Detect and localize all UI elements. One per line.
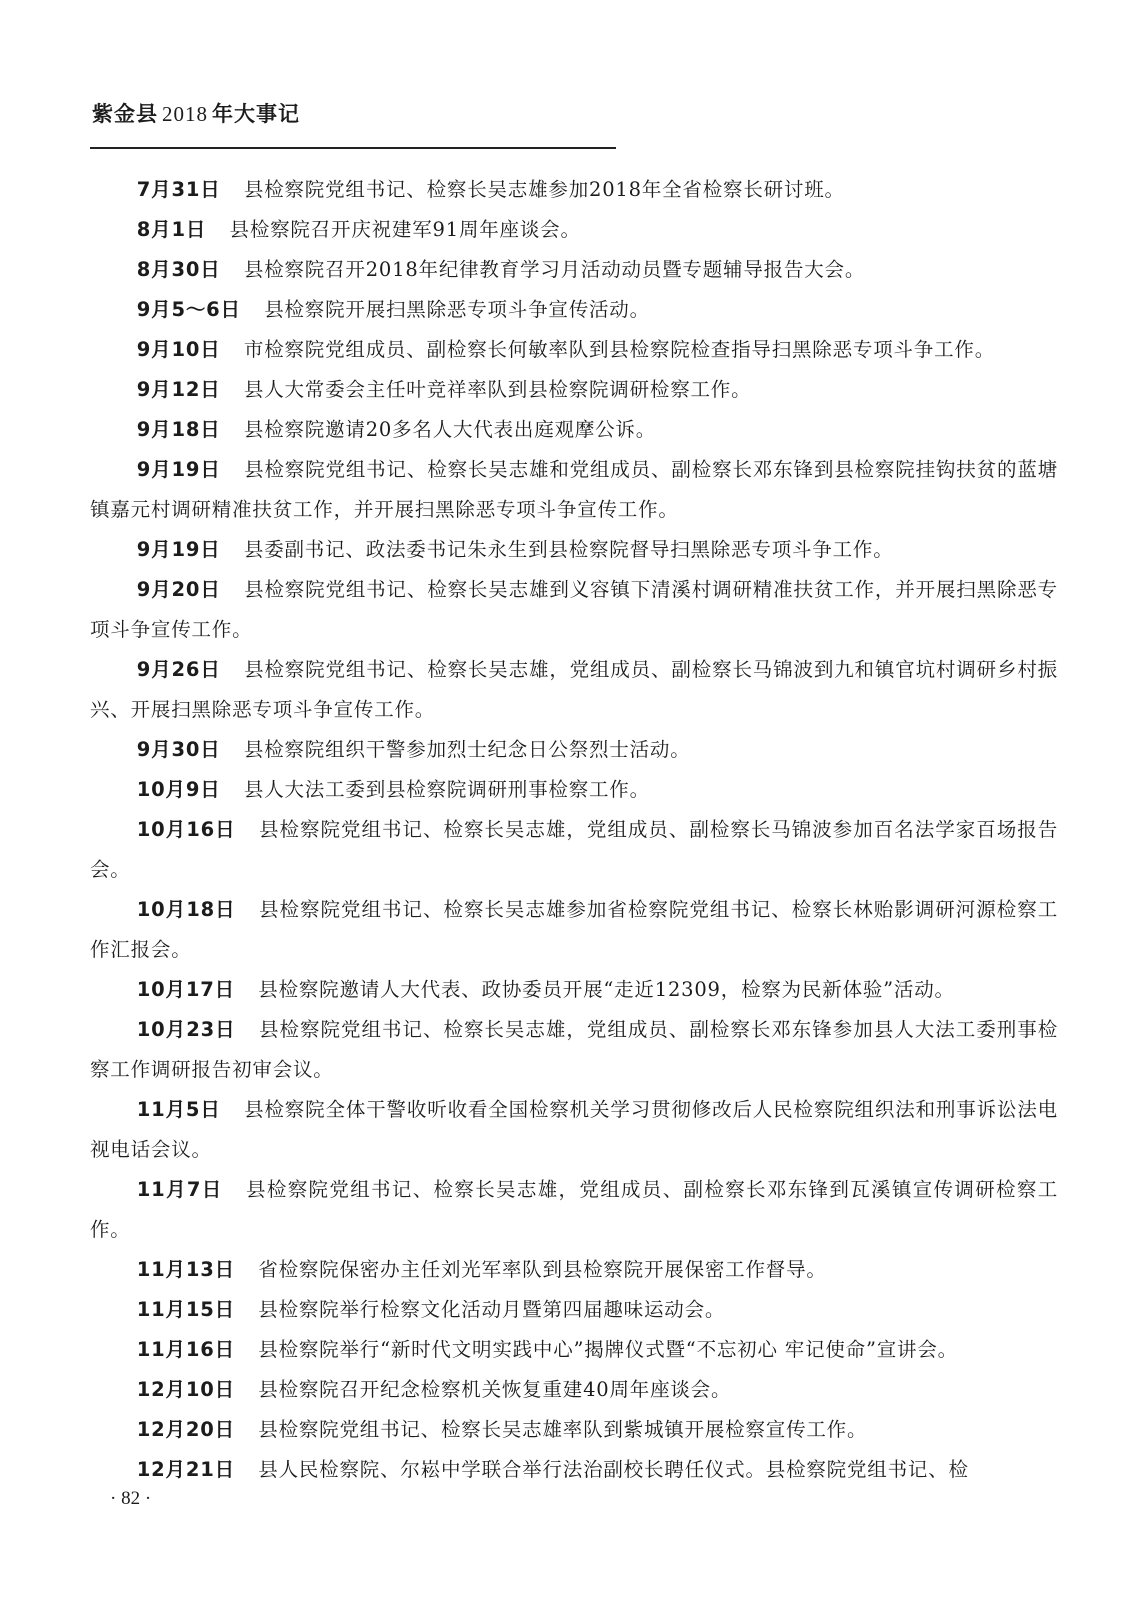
entry-text: 省检察院保密办主任刘光军率队到县检察院开展保密工作督导。: [258, 1258, 827, 1281]
entry-date: 11月7日: [136, 1178, 223, 1201]
chronicle-entry: [90, 970, 1058, 1010]
entry-date: 11月16日: [136, 1338, 235, 1361]
entry-text: 县人大法工委到县检察院调研刑事检察工作。: [243, 778, 650, 801]
chronicle-entry: [90, 1330, 1058, 1370]
entry-text: 县检察院党组书记、检察长吴志雄，党组成员、副检察长马锦波参加百名法学家百场报告会。: [90, 818, 1058, 881]
chronicle-entry: [90, 1370, 1058, 1410]
chronicle-entry: [90, 450, 1058, 530]
chronicle-entry: [90, 530, 1058, 570]
chronicle-entry: [90, 290, 1058, 330]
running-header: [92, 98, 300, 128]
entry-text: 县检察院邀请20多名人大代表出庭观摩公诉。: [243, 418, 657, 441]
entry-text: 县委副书记、政法委书记朱永生到县检察院督导扫黑除恶专项斗争工作。: [243, 538, 894, 561]
entry-text: 县检察院党组书记、检察长吴志雄参加省检察院党组书记、检察长林贻影调研河源检察工作汇报会。: [90, 898, 1058, 961]
entry-date: 8月1日: [136, 218, 207, 241]
entry-date: 11月5日: [136, 1098, 221, 1121]
chronicle-entry: [90, 410, 1058, 450]
entry-date: 9月26日: [136, 658, 221, 681]
entry-date: 10月18日: [136, 898, 236, 921]
entry-date: 10月23日: [136, 1018, 236, 1041]
entry-text: 市检察院党组成员、副检察长何敏率队到县检察院检查指导扫黑除恶专项斗争工作。: [243, 338, 996, 361]
chronicle-entry: [90, 250, 1058, 290]
entry-text: 县检察院召开纪念检察机关恢复重建40周年座谈会。: [258, 1378, 732, 1401]
entry-date: 11月15日: [136, 1298, 235, 1321]
chronicle-entry: [90, 770, 1058, 810]
entry-date: 9月5～6日: [136, 298, 241, 321]
entry-date: 10月17日: [136, 978, 235, 1001]
entry-text: 县检察院举行“新时代文明实践中心”揭牌仪式暨“不忘初心 牢记使命”宣讲会。: [258, 1338, 958, 1361]
chronicle-entry: [90, 210, 1058, 250]
chronicle-entry: [90, 1410, 1058, 1450]
entry-text: 县检察院举行检察文化活动月暨第四届趣味运动会。: [258, 1298, 726, 1321]
chronicle-entry: [90, 730, 1058, 770]
chronicle-entry: [90, 810, 1058, 890]
entry-text: 县检察院全体干警收听收看全国检察机关学习贯彻修改后人民检察院组织法和刑事诉讼法电视电话会议。: [90, 1098, 1058, 1161]
chronicle-entry: [90, 890, 1058, 970]
entry-date: 9月20日: [136, 578, 221, 601]
chronicle-entry: [90, 1250, 1058, 1290]
chronicle-entry: [90, 370, 1058, 410]
chronicle-entry: [90, 330, 1058, 370]
entry-text: 县检察院党组书记、检察长吴志雄参加2018年全省检察长研讨班。: [243, 178, 845, 201]
entry-date: 9月10日: [136, 338, 221, 361]
entry-date: 10月16日: [136, 818, 236, 841]
entry-date: 12月20日: [136, 1418, 235, 1441]
entry-text: 县检察院党组书记、检察长吴志雄，党组成员、副检察长邓东锋到瓦溪镇宣传调研检察工作。: [90, 1178, 1058, 1241]
entry-date: 10月9日: [136, 778, 221, 801]
header-title-prefix: 紫金县: [92, 102, 158, 126]
entry-date: 9月19日: [136, 458, 221, 481]
entry-text: 县人大常委会主任叶竞祥率队到县检察院调研检察工作。: [243, 378, 752, 401]
entry-text: 县检察院开展扫黑除恶专项斗争宣传活动。: [264, 298, 650, 321]
entry-date: 12月10日: [136, 1378, 235, 1401]
chronicle-entry: [90, 1450, 1058, 1490]
entry-text: 县检察院邀请人大代表、政协委员开展“走近12309，检察为民新体验”活动。: [258, 978, 955, 1001]
page-number: · 82 ·: [110, 1488, 152, 1509]
header-title-suffix: 年大事记: [212, 102, 300, 126]
entry-date: 9月19日: [136, 538, 221, 561]
entry-text: 县检察院组织干警参加烈士纪念日公祭烈士活动。: [243, 738, 691, 761]
entry-text: 县检察院党组书记、检察长吴志雄，党组成员、副检察长邓东锋参加县人大法工委刑事检察工作调研报告初审会议。: [90, 1018, 1058, 1081]
chronicle-entries: [90, 170, 1058, 1490]
entry-text: 县检察院党组书记、检察长吴志雄，党组成员、副检察长马锦波到九和镇官坑村调研乡村振兴、开展扫黑除恶专项斗争宣传工作。: [90, 658, 1058, 721]
header-rule: [90, 147, 616, 149]
entry-date: 8月30日: [136, 258, 221, 281]
entry-date: 11月13日: [136, 1258, 235, 1281]
entry-text: 县人民检察院、尔崧中学联合举行法治副校长聘任仪式。县检察院党组书记、检: [258, 1458, 969, 1481]
chronicle-entry: [90, 1090, 1058, 1170]
entry-date: 9月30日: [136, 738, 221, 761]
chronicle-entry: [90, 1290, 1058, 1330]
chronicle-entry: [90, 170, 1058, 210]
entry-text: 县检察院党组书记、检察长吴志雄和党组成员、副检察长邓东锋到县检察院挂钩扶贫的蓝塘镇嘉元村调研精准扶贫工作，并开展扫黑除恶专项斗争宣传工作。: [90, 458, 1058, 521]
entry-date: 12月21日: [136, 1458, 235, 1481]
entry-text: 县检察院党组书记、检察长吴志雄到义容镇下清溪村调研精准扶贫工作，并开展扫黑除恶专项斗争宣传工作。: [90, 578, 1058, 641]
chronicle-entry: [90, 1010, 1058, 1090]
header-title-year: 2018: [162, 102, 208, 126]
entry-text: 县检察院召开庆祝建军91周年座谈会。: [229, 218, 581, 241]
entry-text: 县检察院召开2018年纪律教育学习月活动动员暨专题辅导报告大会。: [243, 258, 866, 281]
entry-date: 7月31日: [136, 178, 221, 201]
entry-date: 9月18日: [136, 418, 221, 441]
entry-text: 县检察院党组书记、检察长吴志雄率队到紫城镇开展检察宣传工作。: [258, 1418, 868, 1441]
chronicle-entry: [90, 570, 1058, 650]
chronicle-entry: [90, 650, 1058, 730]
entry-date: 9月12日: [136, 378, 221, 401]
chronicle-entry: [90, 1170, 1058, 1250]
